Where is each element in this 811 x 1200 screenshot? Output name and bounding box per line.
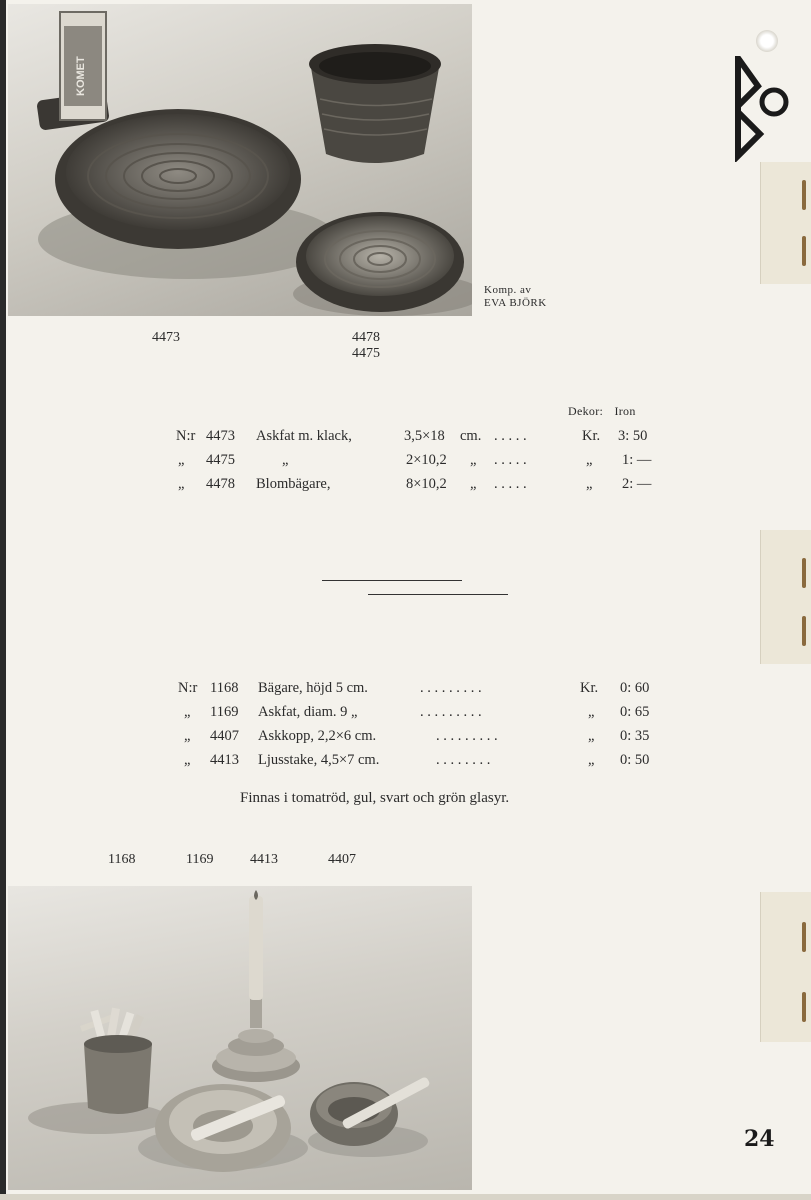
row-prefix: „ <box>184 704 191 720</box>
row-description: Ljusstake, 4,5×7 cm. <box>258 752 380 768</box>
row-leader-dots: . . . . . <box>494 428 527 444</box>
row-price: 0: 35 <box>620 728 650 744</box>
row-prefix: „ <box>184 728 191 744</box>
row-item-number: 4478 <box>206 476 235 492</box>
row-item-number: 4407 <box>210 728 239 744</box>
row-unit: „ <box>470 476 477 492</box>
decor-label: Dekor: <box>568 404 604 418</box>
row-item-name: „ <box>282 452 289 468</box>
item-number-4407: 4407 <box>328 852 356 867</box>
row-currency: „ <box>588 728 595 744</box>
row-item-number: 4473 <box>206 428 235 444</box>
row-description: Bägare, höjd 5 cm. <box>258 680 368 696</box>
decor-line <box>568 404 636 419</box>
row-item-number: 1169 <box>210 704 239 720</box>
row-leader-dots: . . . . . <box>494 452 527 468</box>
page-bottom-edge <box>0 1194 811 1200</box>
item-number-4475: 4475 <box>352 346 380 361</box>
row-price: 0: 65 <box>620 704 650 720</box>
row-price: 1: — <box>622 452 652 468</box>
row-currency: „ <box>588 752 595 768</box>
index-tab-2 <box>760 530 811 664</box>
index-tab-3 <box>760 892 811 1042</box>
item-number-4473: 4473 <box>152 330 180 345</box>
price-row <box>0 752 811 774</box>
row-dimensions: 3,5×18 <box>404 428 445 444</box>
row-unit: „ <box>470 452 477 468</box>
row-leader-dots: . . . . . . . . . <box>420 704 482 720</box>
row-currency: „ <box>588 704 595 720</box>
price-row <box>0 728 811 750</box>
item-number-4413: 4413 <box>250 852 278 867</box>
row-price: 2: — <box>622 476 652 492</box>
divider-rule-2 <box>368 594 508 595</box>
row-description: Askfat, diam. 9 „ <box>258 704 358 720</box>
price-row <box>0 476 811 498</box>
row-dimensions: 8×10,2 <box>406 476 447 492</box>
matchbox-label: KOMET <box>75 56 87 96</box>
row-prefix: „ <box>184 752 191 768</box>
item-number-1169: 1169 <box>186 852 214 867</box>
credit-line-1: Komp. av <box>484 284 532 296</box>
credit-line-2: EVA BJÖRK <box>484 297 547 309</box>
punch-hole <box>756 30 778 52</box>
row-prefix: „ <box>178 452 185 468</box>
row-leader-dots: . . . . . <box>494 476 527 492</box>
row-item-number: 4413 <box>210 752 239 768</box>
row-price: 0: 50 <box>620 752 650 768</box>
item-number-1168: 1168 <box>108 852 136 867</box>
row-item-number: 1168 <box>210 680 239 696</box>
row-leader-dots: . . . . . . . . . <box>420 680 482 696</box>
row-item-name: Askfat m. klack, <box>256 428 352 444</box>
row-description: Askkopp, 2,2×6 cm. <box>258 728 377 744</box>
row-price: 3: 50 <box>618 428 648 444</box>
page-binding-edge <box>0 0 6 1200</box>
ceramics-illustration-bottom <box>8 886 472 1190</box>
row-unit: cm. <box>460 428 482 444</box>
price-row <box>0 704 811 726</box>
row-currency: „ <box>586 452 593 468</box>
index-tab-1 <box>760 162 811 284</box>
row-price: 0: 60 <box>620 680 650 696</box>
ceramics-illustration-top <box>8 4 472 316</box>
divider-rule-1 <box>322 580 462 581</box>
row-leader-dots: . . . . . . . . <box>436 752 491 768</box>
page-number: 24 <box>744 1126 775 1152</box>
bo-logo-icon <box>730 56 794 162</box>
product-photo-top <box>8 4 472 316</box>
row-currency: „ <box>586 476 593 492</box>
row-prefix: „ <box>178 476 185 492</box>
row-prefix: N:r <box>176 428 196 444</box>
row-prefix: N:r <box>178 680 198 696</box>
price-row <box>0 680 811 702</box>
glaze-note-text: Finnas i tomatröd, gul, svart och grön glasyr. <box>240 790 510 806</box>
item-number-4478: 4478 <box>352 330 380 345</box>
row-currency: Kr. <box>582 428 601 444</box>
price-row <box>0 452 811 474</box>
product-photo-bottom <box>8 886 472 1190</box>
price-row <box>0 428 811 450</box>
row-item-number: 4475 <box>206 452 235 468</box>
row-dimensions: 2×10,2 <box>406 452 447 468</box>
row-currency: Kr. <box>580 680 599 696</box>
designer-credit <box>484 284 547 310</box>
decor-value: Iron <box>614 404 636 418</box>
row-item-name: Blombägare, <box>256 476 331 492</box>
row-leader-dots: . . . . . . . . . <box>436 728 498 744</box>
